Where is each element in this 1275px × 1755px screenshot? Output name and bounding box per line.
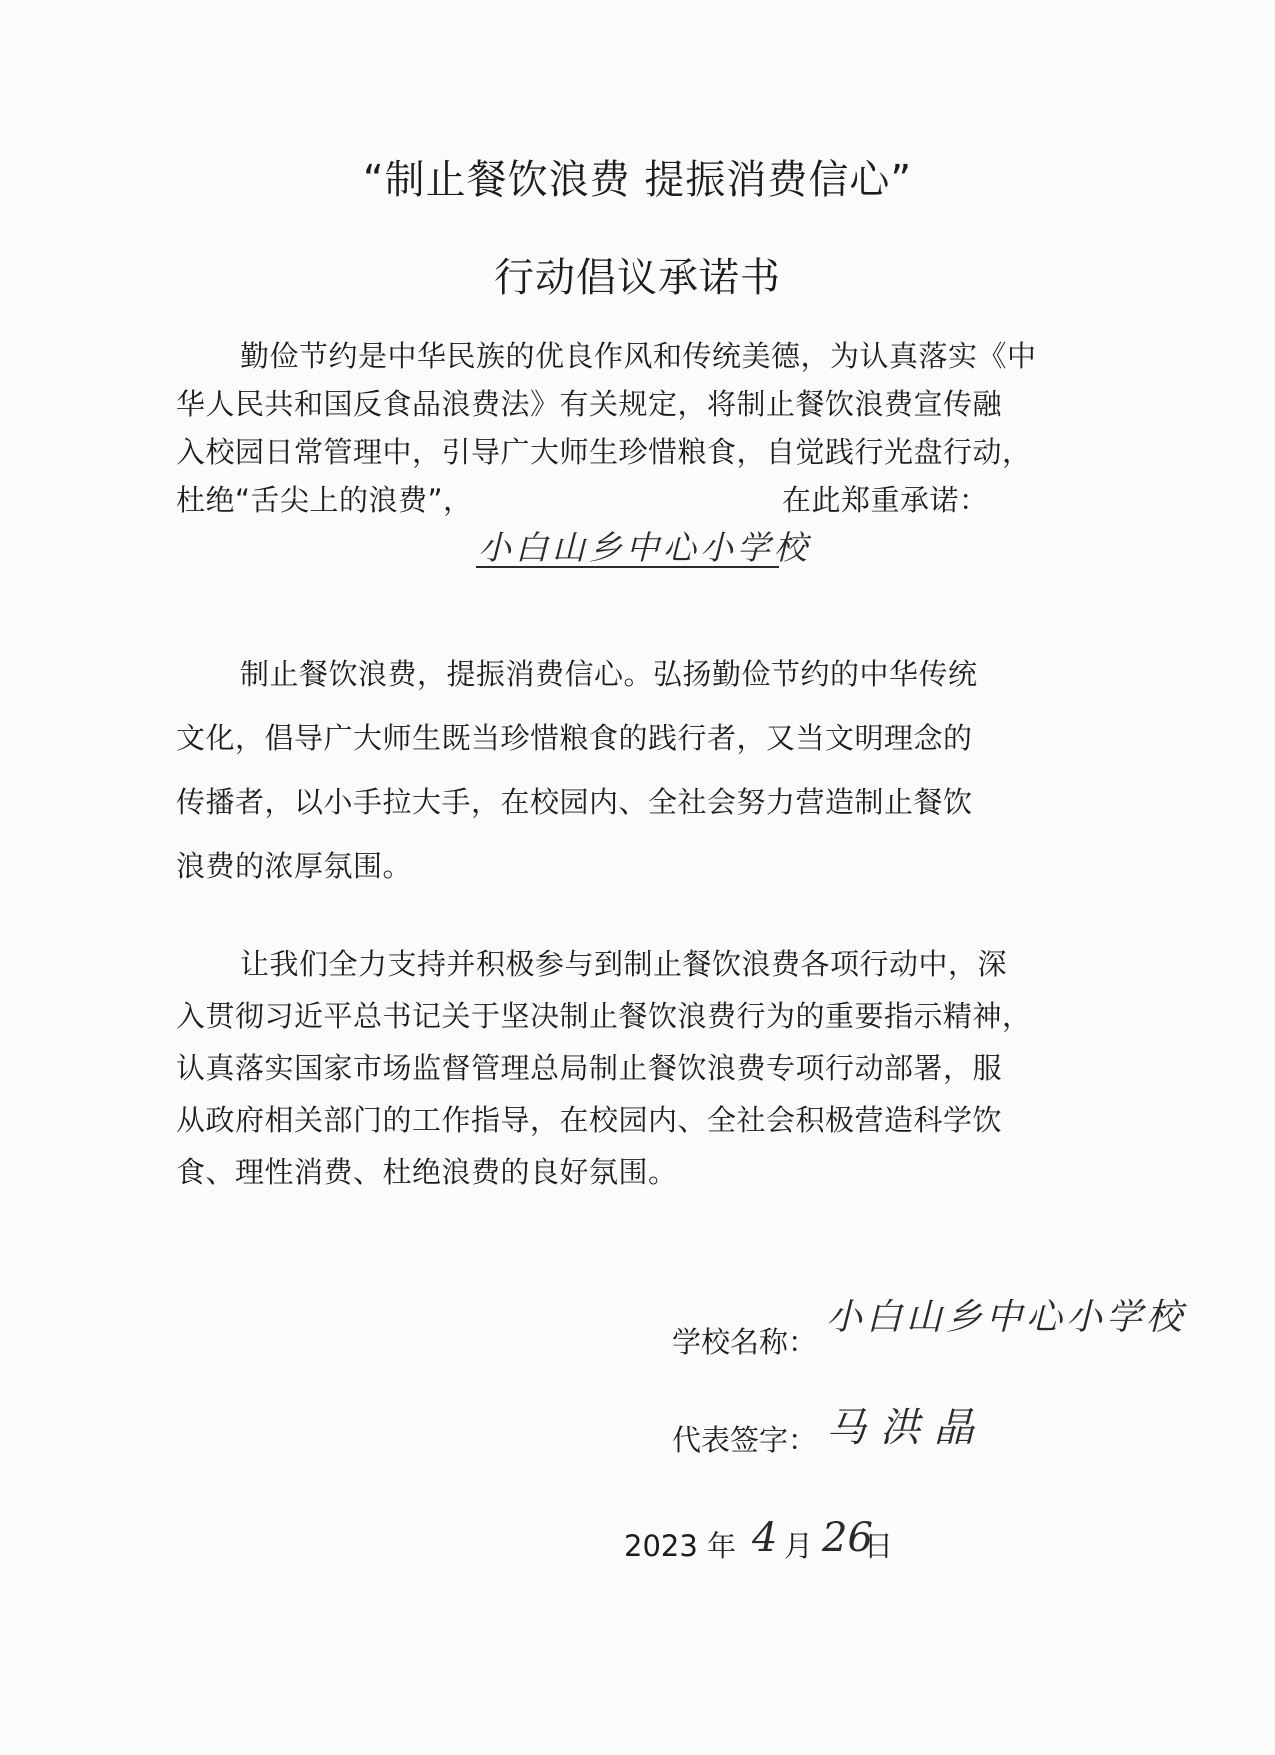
paragraph-1-line-3: 入校园日常管理中，引导广大师生珍惜粮食，自觉践行光盘行动， bbox=[176, 435, 1032, 469]
document-title-line-2: 行动倡议承诺书 bbox=[494, 255, 781, 301]
paragraph-1-line-2: 华人民共和国反食品浪费法》有关规定，将制止餐饮浪费宣传融 bbox=[176, 387, 1003, 421]
paragraph-3-line-4: 从政府相关部门的工作指导，在校园内、全社会积极营造科学饮 bbox=[176, 1103, 1003, 1137]
paragraph-3-line-1: 让我们全力支持并积极参与到制止餐饮浪费各项行动中，深 bbox=[240, 947, 1008, 981]
paragraph-1-line-4-prefix: 杜绝“舌尖上的浪费”， bbox=[176, 483, 473, 517]
paragraph-3-line-3: 认真落实国家市场监督管理总局制止餐饮浪费专项行动部署，服 bbox=[176, 1051, 1003, 1085]
paragraph-1-line-1: 勤俭节约是中华民族的优良作风和传统美德，为认真落实《中 bbox=[240, 339, 1037, 373]
school-name-label: 学校名称： bbox=[672, 1325, 818, 1359]
paragraph-3-line-5: 食、理性消费、杜绝浪费的良好氛围。 bbox=[176, 1155, 678, 1189]
handwritten-representative-signature: 马洪晶 bbox=[826, 1405, 988, 1451]
date-month-unit: 月 bbox=[784, 1529, 814, 1563]
document-title-line-1: “制止餐饮浪费 提振消费信心” bbox=[362, 157, 913, 203]
paragraph-2-line-4: 浪费的浓厚氛围。 bbox=[176, 849, 413, 883]
paragraph-2-line-3: 传播者，以小手拉大手，在校园内、全社会努力营造制止餐饮 bbox=[176, 785, 973, 819]
paragraph-2-line-2: 文化，倡导广大师生既当珍惜粮食的践行者，又当文明理念的 bbox=[176, 721, 973, 755]
paragraph-3-line-2: 入贯彻习近平总书记关于坚决制止餐饮浪费行为的重要指示精神， bbox=[176, 999, 1032, 1033]
handwritten-school-name: 小白山乡中心小学校 bbox=[826, 1297, 1187, 1338]
date-year: 2023 年 bbox=[624, 1529, 737, 1563]
date-day-unit: 日 bbox=[864, 1529, 894, 1563]
paragraph-1-line-4-suffix: 在此郑重承诺： bbox=[782, 483, 989, 517]
handwritten-date-month: 4 bbox=[752, 1515, 782, 1561]
handwritten-date-day: 26 bbox=[822, 1515, 873, 1561]
representative-signature-label: 代表签字： bbox=[672, 1423, 818, 1457]
paragraph-2-line-1: 制止餐饮浪费，提振消费信心。弘扬勤俭节约的中华传统 bbox=[240, 657, 978, 691]
school-name-underline bbox=[476, 566, 779, 568]
handwritten-school-name-inline: 小白山乡中心小学校 bbox=[478, 528, 811, 567]
